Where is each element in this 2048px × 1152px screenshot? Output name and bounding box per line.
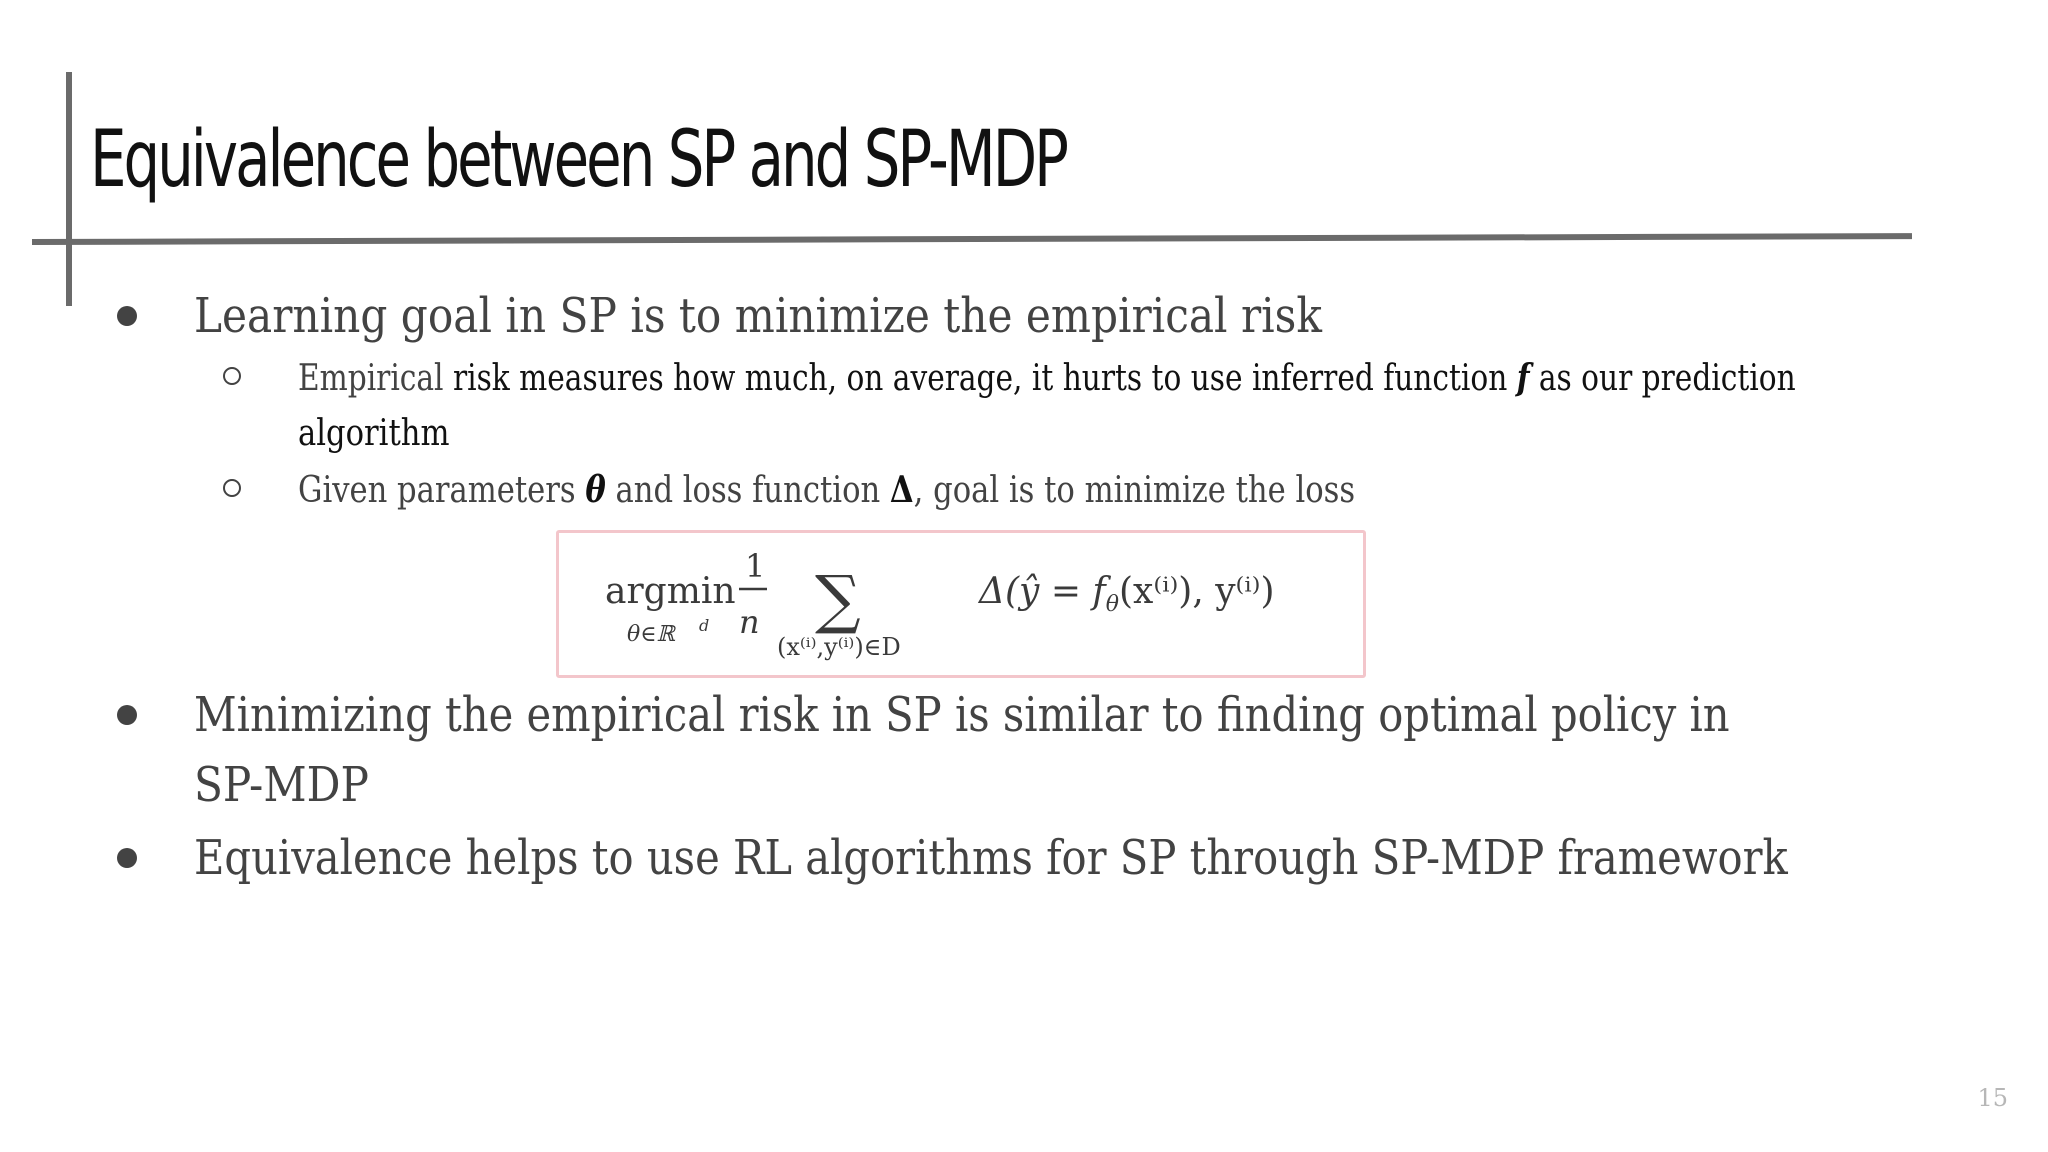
bullet-2-text: Minimizing the empirical risk in SP is similar to finding optimal policy in (194, 687, 1730, 743)
sub-bullet-1-tail: as our prediction (1529, 358, 1796, 399)
sub-bullet-1-text (298, 350, 1796, 407)
formula-sigma: ∑ (815, 563, 861, 637)
formula-frac-den: n (739, 603, 760, 641)
page-number: 15 (1977, 1084, 2008, 1112)
slide-title: Equivalence between SP and SP-MDP (90, 115, 1067, 205)
sub-bullet-dot (223, 367, 241, 385)
formula-argmin-sup: d (699, 616, 710, 635)
sub-bullet-dot (223, 479, 241, 497)
bullet-dot (117, 848, 137, 868)
bullet-1-text: Learning goal in SP is to minimize the empirical risk (194, 288, 1322, 344)
formula-sum-sub: (x⁽ⁱ⁾,y⁽ⁱ⁾)∈D (777, 633, 901, 661)
theta-symbol: θ (585, 469, 606, 511)
formula-body-main: Δ(ŷ = f (979, 571, 1106, 612)
loss-formula (556, 530, 1366, 678)
formula-argmin-sub: θ∈ℝ (627, 622, 675, 647)
bullet-2-line2: SP-MDP (194, 757, 369, 813)
title-vertical-rule (66, 72, 72, 306)
formula-argmin: argmin (605, 571, 736, 612)
sub-bullet-2-lead: Given parameters (298, 470, 586, 511)
sub-bullet-1-word-empirical: Empirical (298, 358, 444, 399)
function-f-symbol: f (1516, 357, 1530, 399)
sub-bullet-2-tail: , goal is to minimize the loss (913, 470, 1356, 511)
formula-body (977, 571, 1275, 617)
title-horizontal-rule (32, 233, 1912, 245)
formula-body-rest: (x⁽ⁱ⁾), y⁽ⁱ⁾) (1119, 571, 1275, 612)
formula-frac-num: 1 (745, 547, 766, 585)
bullet-dot (117, 306, 137, 326)
formula-svg (559, 533, 1363, 675)
sub-bullet-1-body: risk measures how much, on average, it hurts to use inferred function (443, 358, 1517, 399)
delta-symbol: Δ (889, 469, 914, 511)
bullet-dot (117, 705, 137, 725)
sub-bullet-1-line2: algorithm (298, 413, 450, 454)
sub-bullet-2-mid: and loss function (605, 470, 890, 511)
formula-body-sub: θ (1105, 592, 1120, 617)
bullet-3-text: Equivalence helps to use RL algorithms for SP through SP-MDP framework (194, 830, 1788, 886)
sub-bullet-2-text (298, 462, 1355, 519)
